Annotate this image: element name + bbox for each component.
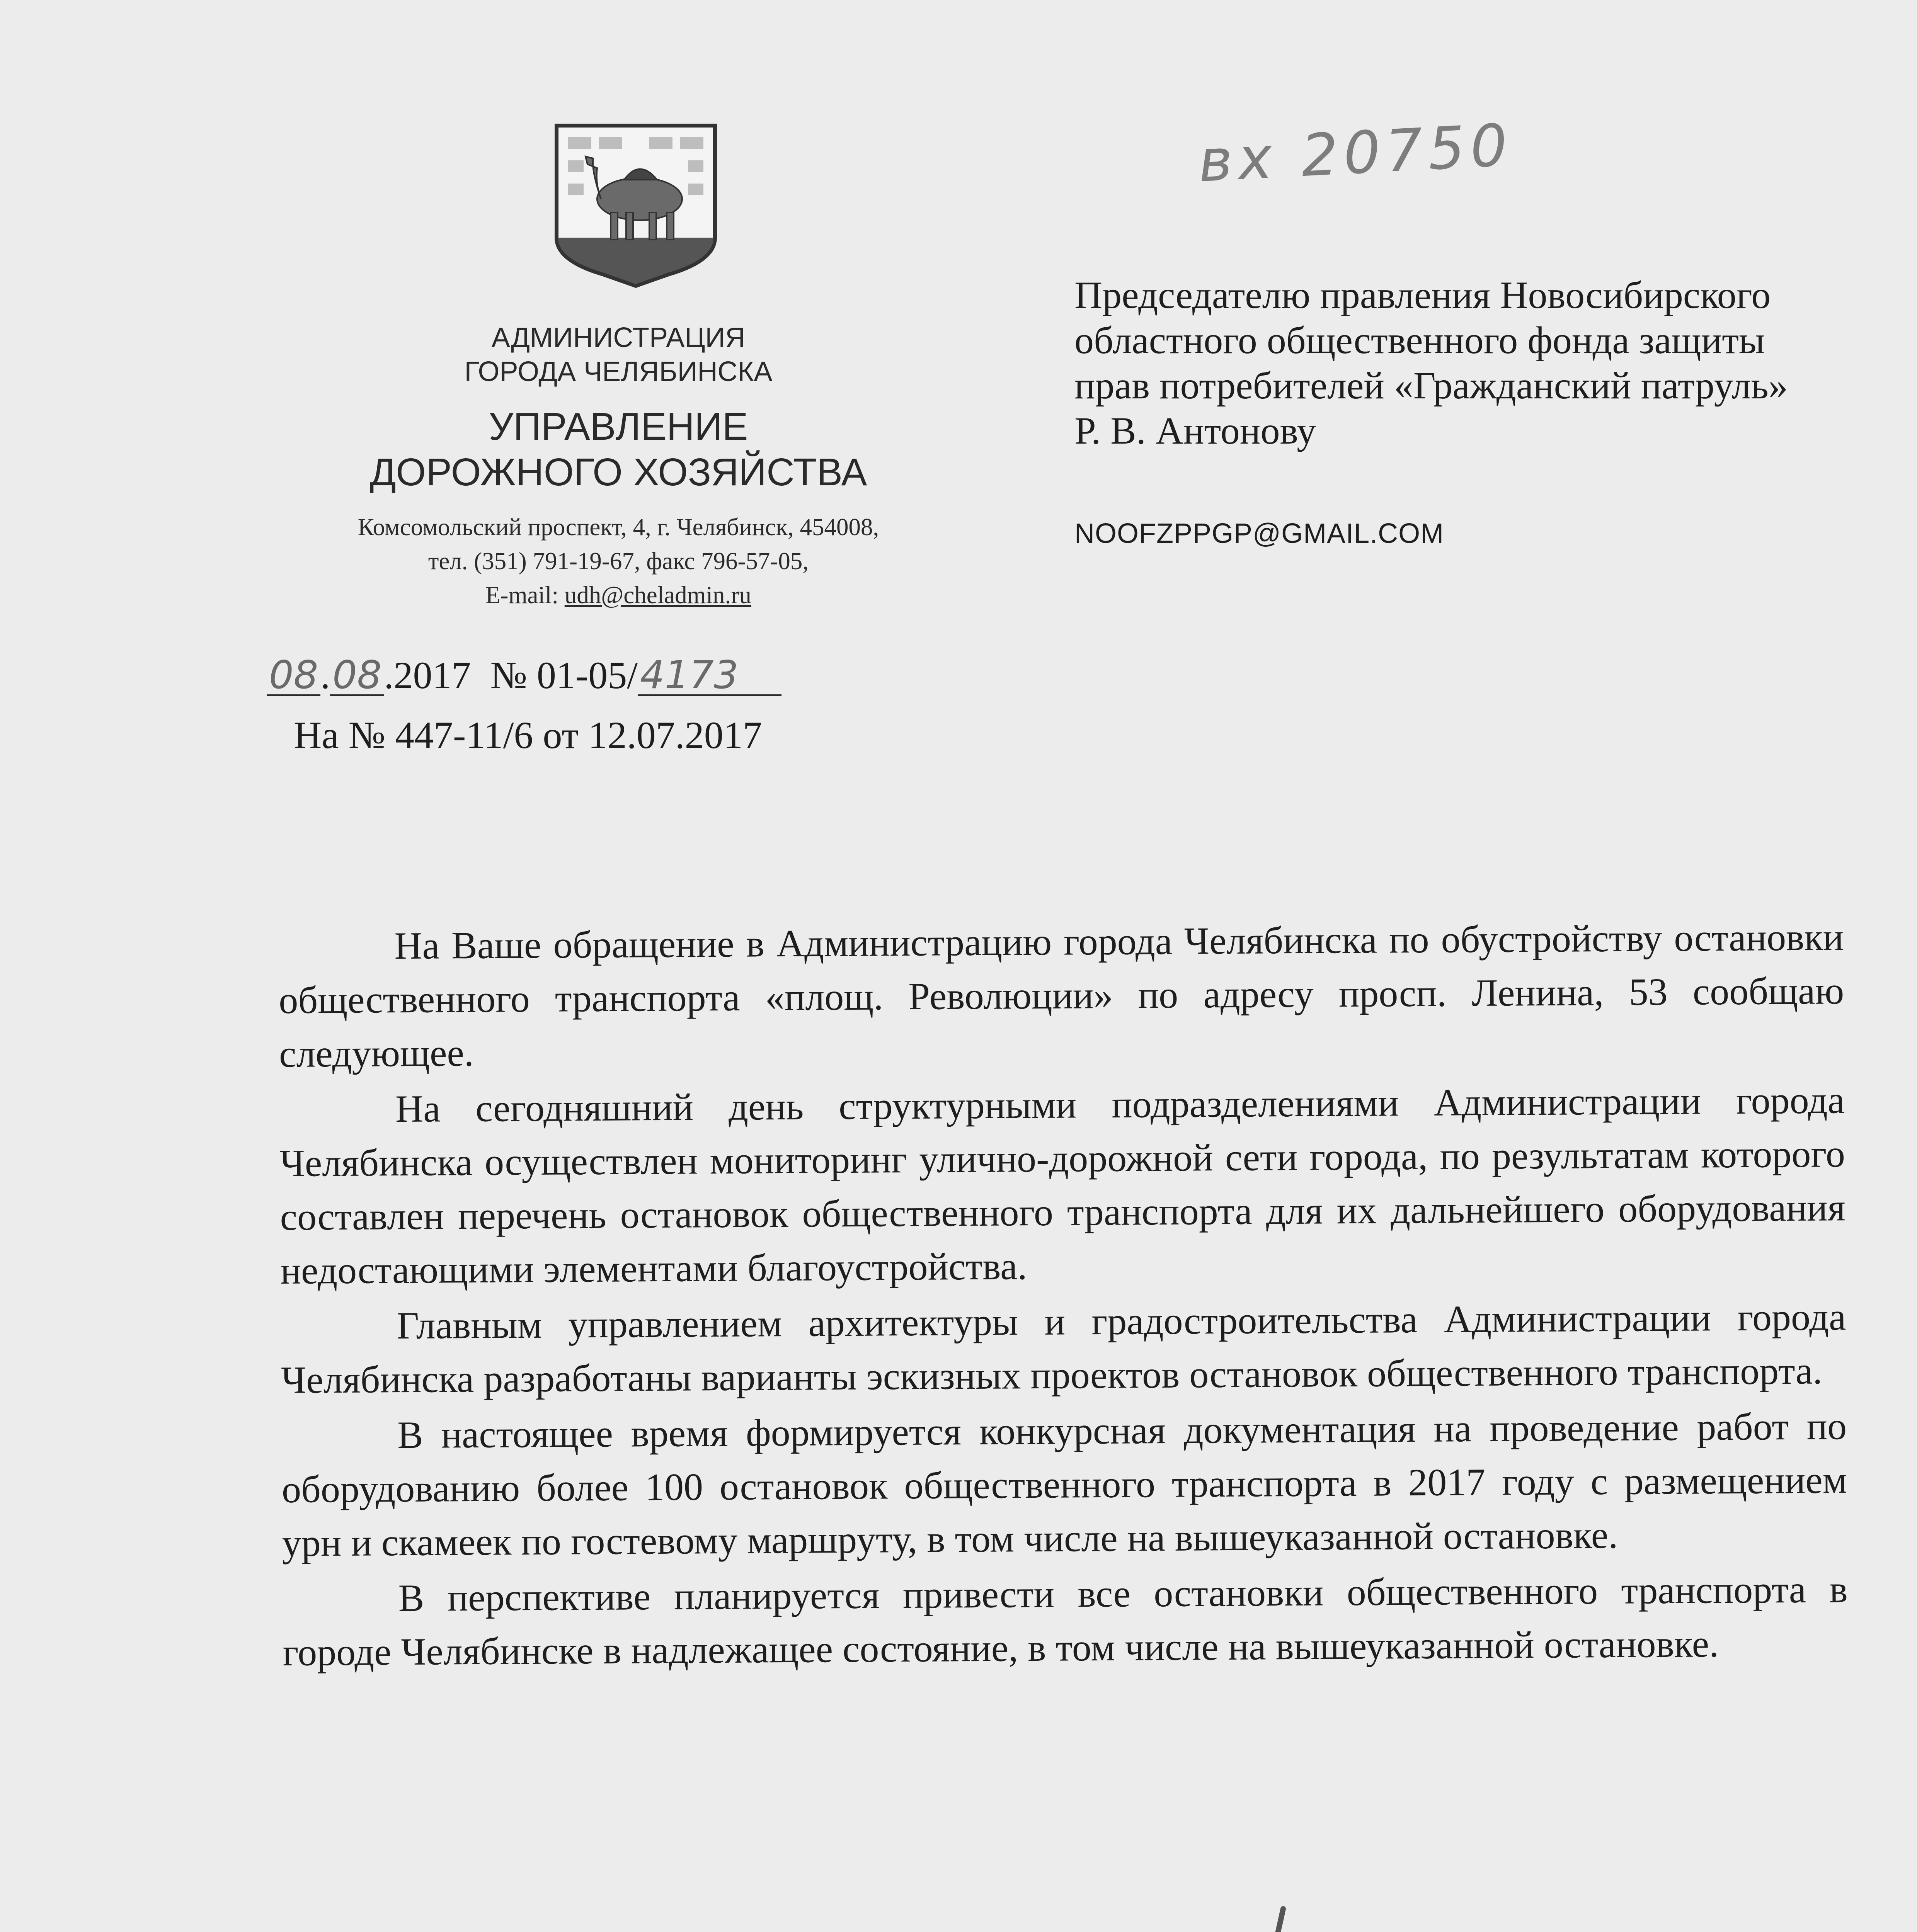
addressee-line3: прав потребителей «Гражданский патруль» xyxy=(1074,364,1788,407)
registration-reply-reference: На № 447-11/6 от 12.07.2017 xyxy=(294,714,762,757)
body-paragraph-1: На Ваше обращение в Администрацию города Челябинска по обустройству остановки общественного транспорта «площ. Революции» по адресу просп. Ленина, 53 сообщаю следующее. xyxy=(278,915,1844,1075)
registration-line: 08.08.2017 № 01-05/4173 xyxy=(267,653,781,697)
body-paragraph-4: В настоящее время формируется конкурсная документация на проведение работ по оборудованию более 100 остановок общественного транспорта в 2017 году с размещением урн и скамеек по гостевому маршруту, в том числе на вышеуказанной остановке. xyxy=(281,1405,1847,1565)
registration-year: .2017 xyxy=(384,654,471,697)
letterhead-email-line xyxy=(232,578,1005,612)
letterhead-dept-line2: ДОРОЖНОГО ХОЗЯЙСТВА xyxy=(369,451,867,494)
addressee-block xyxy=(1074,272,1863,453)
letterhead-org-line2: ГОРОДА ЧЕЛЯБИНСКА xyxy=(464,356,773,387)
addressee-email: NOOFZPPGP@GMAIL.COM xyxy=(1074,518,1444,549)
letterhead-dept-line1: УПРАВЛЕНИЕ xyxy=(489,405,748,448)
addressee-line4: Р. В. Антонову xyxy=(1074,409,1316,452)
letterhead-email-label: E-mail: xyxy=(485,582,565,609)
body-paragraph-3: Главным управлением архитектуры и градостроительства Администрации города Челябинска разработаны варианты эскизных проектов остановок общественного транспорта. xyxy=(281,1295,1846,1401)
registration-month: 08 xyxy=(330,656,384,696)
chelyabinsk-coat-of-arms-icon xyxy=(553,122,719,290)
incoming-handwritten-stamp: вх 20750 xyxy=(1197,111,1515,196)
letterhead-org-line1: АДМИНИСТРАЦИЯ xyxy=(491,322,746,353)
letterhead-phone: тел. (351) 791-19-67, факс 796-57-05, xyxy=(428,548,809,575)
body-paragraph-2: На сегодняшний день структурными подразделениями Администрации города Челябинска осуществлен мониторинг улично-дорожной сети города, по результатам которого составлен перечень остановок общественного транспорта для их дальнейшего оборудования недостающими элементами благоустройства. xyxy=(279,1078,1845,1292)
addressee-line1: Председателю правления Новосибирского xyxy=(1074,274,1771,316)
registration-number-prefix: № 01-05/ xyxy=(490,654,638,697)
registration-number: 4173 xyxy=(638,656,781,696)
letterhead-email-link[interactable]: udh@cheladmin.ru xyxy=(564,582,751,609)
registration-day: 08 xyxy=(267,656,320,696)
letterhead-address: Комсомольский проспект, 4, г. Челябинск, 454008, xyxy=(358,514,879,541)
body-paragraph-5: В перспективе планируется привести все остановки общественного транспорта в городе Челябинске в надлежащее состояние, в том числе на вышеуказанной остановке. xyxy=(283,1568,1848,1674)
handwritten-signature-icon xyxy=(1132,1901,1306,1932)
letter-body xyxy=(278,910,1848,1681)
addressee-line2: областного общественного фонда защиты xyxy=(1074,319,1765,362)
